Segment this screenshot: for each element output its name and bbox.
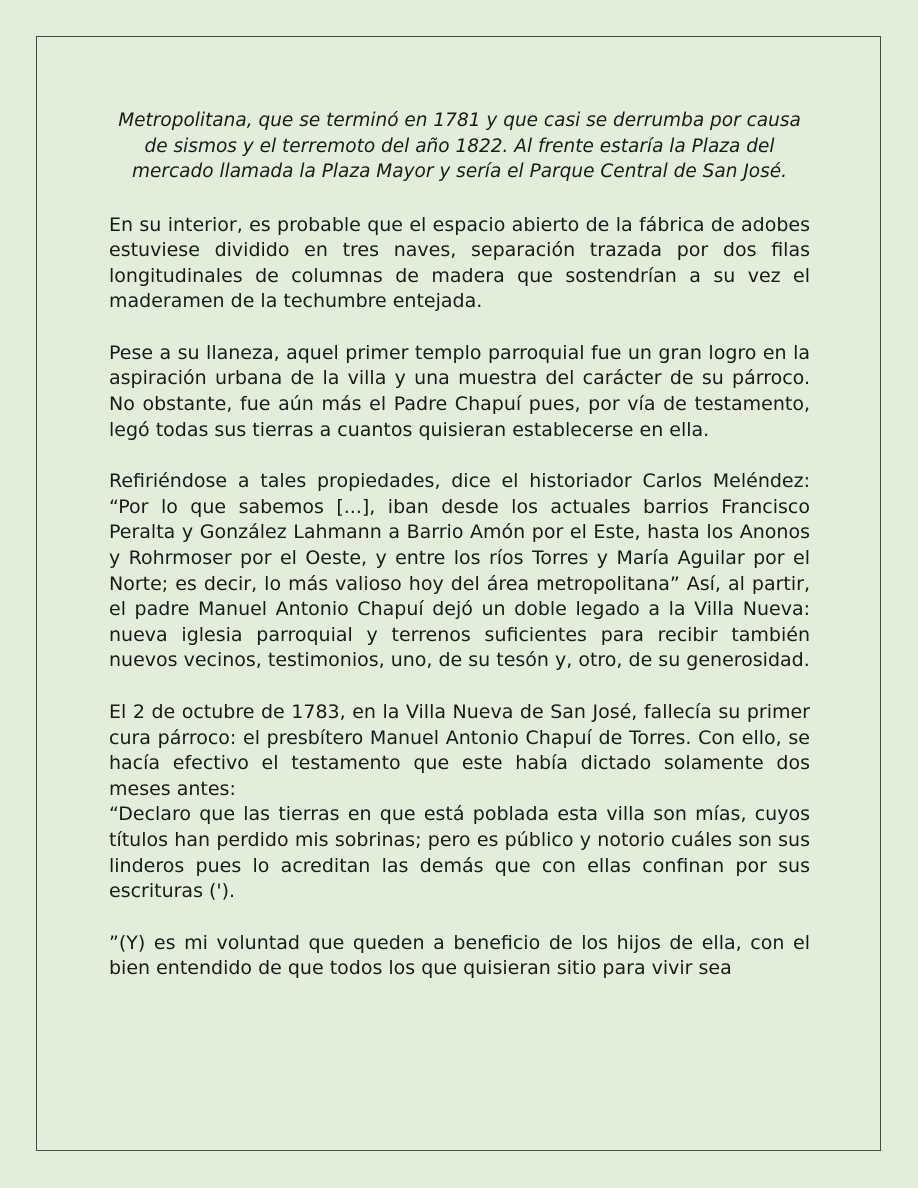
paragraph-llaneza: Pese a su llaneza, aquel primer templo parroquial fue un gran logro en la aspiración urbana de la villa y una muestra del carácter de su párroco. No obstante, fue aún más el Padre Chapuí pues, por vía de testamento, legó todas sus tierras a cuantos quisieran establecerse en ella. (109, 341, 810, 441)
paragraph-testamento-quote: “Declaro que las tierras en que está poblada esta villa son mías, cuyos títulos han perdido mis sobrinas; pero es público y notorio cuáles son sus linderos pues lo acreditan las demás que con ellas confinan por sus escrituras ('). (109, 803, 810, 903)
italic-quote: Metropolitana, que se terminó en 1781 y que casi se derrumba por causa de sismos y el terremoto del año 1822. Al frente estaría la Plaza del mercado llamada la Plaza Mayor y sería el Parque Central de San José. (118, 110, 801, 182)
paragraph-fallecimiento: El 2 de octubre de 1783, en la Villa Nueva de San José, fallecía su primer cura párroco: el presbítero Manuel Antonio Chapuí de Torres. Con ello, se hacía efectivo el testamento que este había dictado solamente dos meses antes: (109, 701, 810, 800)
paragraph-propiedades: Refiriéndose a tales propiedades, dice el historiador Carlos Meléndez: “Por lo que sabemos [...], iban desde los actuales barrios Francisco Peralta y González Lahmann a Barrio Amón por el Este, hasta los Anonos y Rohrmoser por el Oeste, y entre los ríos Torres y María Aguilar por el Norte; es decir, lo más valioso hoy del área metropolitana” Así, al partir, el padre Manuel Antonio Chapuí dejó un doble legado a la Villa Nueva: nueva iglesia parroquial y terrenos suficientes para recibir también nuevos vecinos, testimonios, uno, de su tesón y, otro, de su generosidad. (109, 470, 810, 672)
paragraph-interior: En su interior, es probable que el espacio abierto de la fábrica de adobes estuviese dividido en tres naves, separación trazada por dos filas longitudinales de columnas de madera que sostendrían a su vez el maderamen de la techumbre entejada. (109, 213, 810, 313)
paragraph-voluntad: ”(Y) es mi voluntad que queden a beneficio de los hijos de ella, con el bien entendido de que todos los que quisieran sitio para vivir sea (109, 931, 810, 980)
document-body (109, 108, 810, 1008)
